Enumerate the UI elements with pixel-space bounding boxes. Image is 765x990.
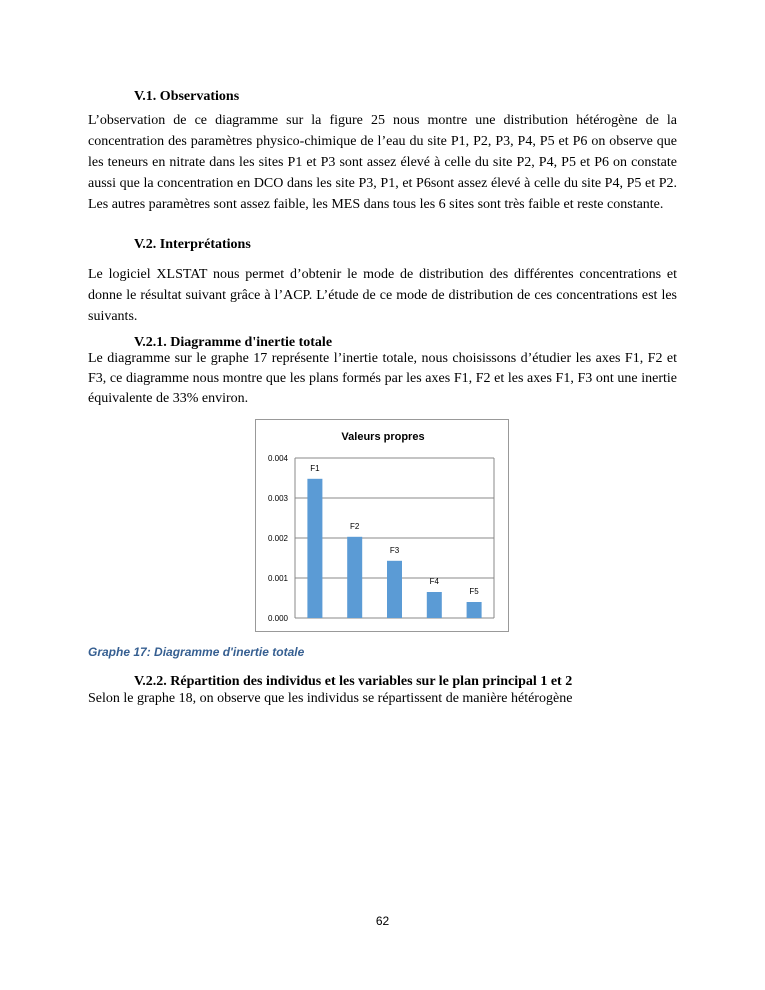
paragraph-interpretations: Le logiciel XLSTAT nous permet d’obtenir le mode de distribution des différentes concentrations et donne le résultat suivant grâce à l’ACP. L’étude de ce mode de distribution de ces concentrations est les suivants.	[88, 267, 677, 324]
bar-F1	[307, 479, 322, 618]
chart-title: Valeurs propres	[341, 431, 425, 443]
y-tick-label: 0.002	[267, 534, 288, 543]
heading-inertie: V.2.1. Diagramme d'inertie totale	[134, 335, 333, 350]
chart-valeurs-propres	[255, 419, 509, 632]
heading-repartition: V.2.2. Répartition des individus et les variables sur le plan principal 1 et 2	[134, 674, 573, 689]
y-tick-label: 0.004	[267, 454, 288, 463]
bar-F4	[427, 592, 442, 618]
bar-label: F5	[469, 587, 479, 596]
bar-F3	[387, 561, 402, 618]
y-tick-label: 0.000	[267, 614, 288, 623]
bar-F5	[467, 602, 482, 618]
paragraph-inertie: Le diagramme sur le graphe 17 représente l’inertie totale, nous choisissons d’étudier les axes F1, F2 et F3, ce diagramme nous montre que les plans formés par les axes F1, F2 et les axes F1, F3 ont une inertie équivalente de 33% environ.	[88, 351, 677, 406]
heading-observations: V.1. Observations	[134, 89, 240, 104]
bar-label: F2	[350, 521, 360, 531]
paragraph-repartition: Selon le graphe 18, on observe que les individus se répartissent de manière hétérogène	[88, 691, 573, 706]
chart-svg	[256, 420, 508, 631]
figure-caption: Graphe 17: Diagramme d'inertie totale	[88, 645, 305, 659]
page-number: 62	[375, 914, 390, 928]
bar-F2	[347, 537, 362, 618]
bar-label: F4	[429, 577, 439, 586]
paragraph-observations: L’observation de ce diagramme sur la figure 25 nous montre une distribution hétérogène de la concentration des paramètres physico-chimique de l’eau du site P1, P2, P3, P4, P5 et P6 on observe que les teneurs en nitrate dans les sites P1 et P3 sont assez élevé à celle du site P2, P4, P5 et P6 on constate aussi que la concentration en DCO dans les site P3, P1, et P6sont assez élevé à celle du site P4, P5 et P2. Les autres paramètres sont assez faible, les MES dans tous les 6 sites sont très faible et reste constante.	[88, 113, 677, 212]
y-tick-label: 0.001	[267, 574, 288, 583]
heading-interpretations: V.2. Interprétations	[134, 237, 251, 252]
bar-label: F1	[310, 463, 320, 473]
y-tick-label: 0.003	[267, 494, 288, 503]
bar-label: F3	[389, 545, 400, 555]
